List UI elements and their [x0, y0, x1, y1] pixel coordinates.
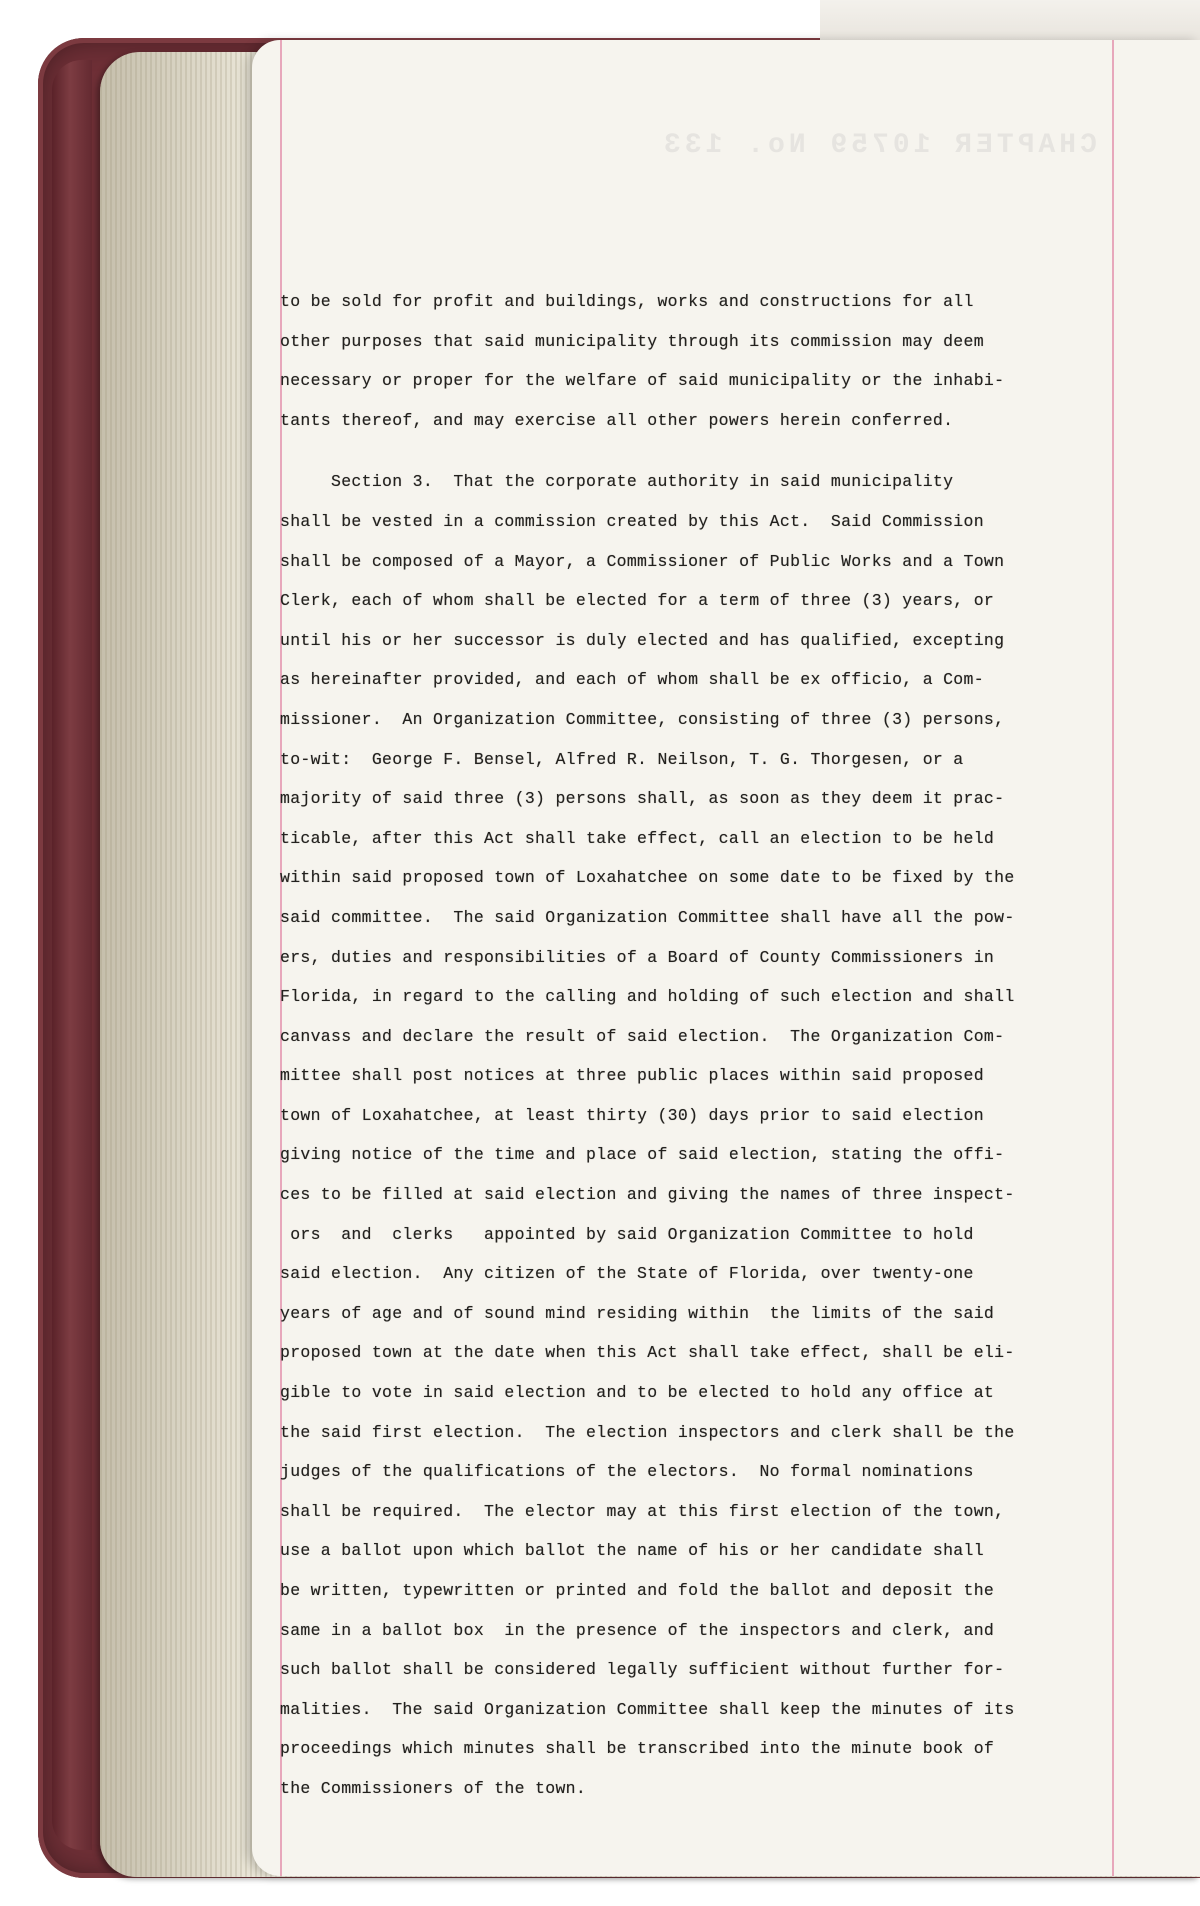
text-line: majority of said three (3) persons shall, as soon as they deem it prac-	[280, 789, 1005, 809]
text-line: missioner. An Organization Committee, consisting of three (3) persons,	[280, 709, 1005, 729]
text-line: as hereinafter provided, and each of whom shall be ex officio, a Com-	[280, 670, 984, 690]
text-line: within said proposed town of Loxahatchee on some date to be fixed by the	[280, 868, 1015, 888]
text-line: canvass and declare the result of said election. The Organization Com-	[280, 1026, 1005, 1046]
book-spine-edge	[52, 60, 92, 1850]
text-line: years of age and of sound mind residing within the limits of the said	[280, 1303, 995, 1323]
text-line: other purposes that said municipality through its commission may deem	[280, 331, 984, 351]
text-line: Clerk, each of whom shall be elected for a term of three (3) years, or	[280, 591, 995, 611]
text-line: said election. Any citizen of the State of Florida, over twenty-one	[280, 1264, 974, 1284]
text-line: be written, typewritten or printed and fold the ballot and deposit the	[280, 1581, 995, 1600]
text-line: proposed town at the date when this Act shall take effect, shall be eli-	[280, 1343, 1015, 1363]
text-line: the said first election. The election inspectors and clerk shall be the	[280, 1422, 1015, 1442]
text-line: shall be composed of a Mayor, a Commissioner of Public Works and a Town	[280, 551, 1005, 571]
text-line: mittee shall post notices at three public places within said proposed	[280, 1066, 984, 1086]
text-line: same in a ballot box in the presence of the inspectors and clerk, and	[280, 1620, 995, 1640]
typed-text-body	[280, 282, 1110, 1809]
right-margin-line	[1112, 40, 1114, 1876]
show-through-heading: CHAPTER 10759 No. 133	[660, 130, 1097, 161]
text-line: such ballot shall be considered legally sufficient without further for-	[280, 1660, 1005, 1680]
section-heading-line: Section 3. That the corporate authority in said municipality	[280, 472, 954, 492]
text-line: to be sold for profit and buildings, works and constructions for all	[280, 292, 974, 311]
top-background	[820, 0, 1200, 40]
text-line: until his or her successor is duly elected and has qualified, excepting	[280, 630, 1005, 650]
text-line: Florida, in regard to the calling and holding of such election and shall	[280, 987, 1015, 1007]
text-line: use a ballot upon which ballot the name of his or her candidate shall	[280, 1541, 984, 1561]
text-line: ers, duties and responsibilities of a Board of County Commissioners in	[280, 947, 995, 967]
text-line: ors and clerks appointed by said Organization Committee to hold	[280, 1224, 974, 1244]
text-line: tants thereof, and may exercise all other powers herein conferred.	[280, 410, 954, 430]
text-line: proceedings which minutes shall be transcribed into the minute book of	[280, 1739, 995, 1759]
text-line: shall be required. The elector may at this first election of the town,	[280, 1501, 1005, 1521]
text-line: ces to be filled at said election and giving the names of three inspect-	[280, 1185, 1015, 1205]
text-line: malities. The said Organization Committee shall keep the minutes of its	[280, 1699, 1015, 1719]
text-line: said committee. The said Organization Committee shall have all the pow-	[280, 907, 1015, 927]
text-line: necessary or proper for the welfare of said municipality or the inhabi-	[280, 371, 1005, 391]
text-line: town of Loxahatchee, at least thirty (30) days prior to said election	[280, 1105, 984, 1125]
text-line: shall be vested in a commission created by this Act. Said Commission	[280, 511, 984, 531]
text-line: the Commissioners of the town.	[280, 1778, 587, 1798]
text-line: giving notice of the time and place of said election, stating the offi-	[280, 1145, 1005, 1165]
text-line: gible to vote in said election and to be elected to hold any office at	[280, 1383, 995, 1403]
paragraph-gap	[280, 440, 1110, 462]
text-line: judges of the qualifications of the electors. No formal nominations	[280, 1462, 974, 1482]
text-line: to-wit: George F. Bensel, Alfred R. Neilson, T. G. Thorgesen, or a	[280, 749, 964, 769]
text-line: ticable, after this Act shall take effect, call an election to be held	[280, 828, 995, 848]
